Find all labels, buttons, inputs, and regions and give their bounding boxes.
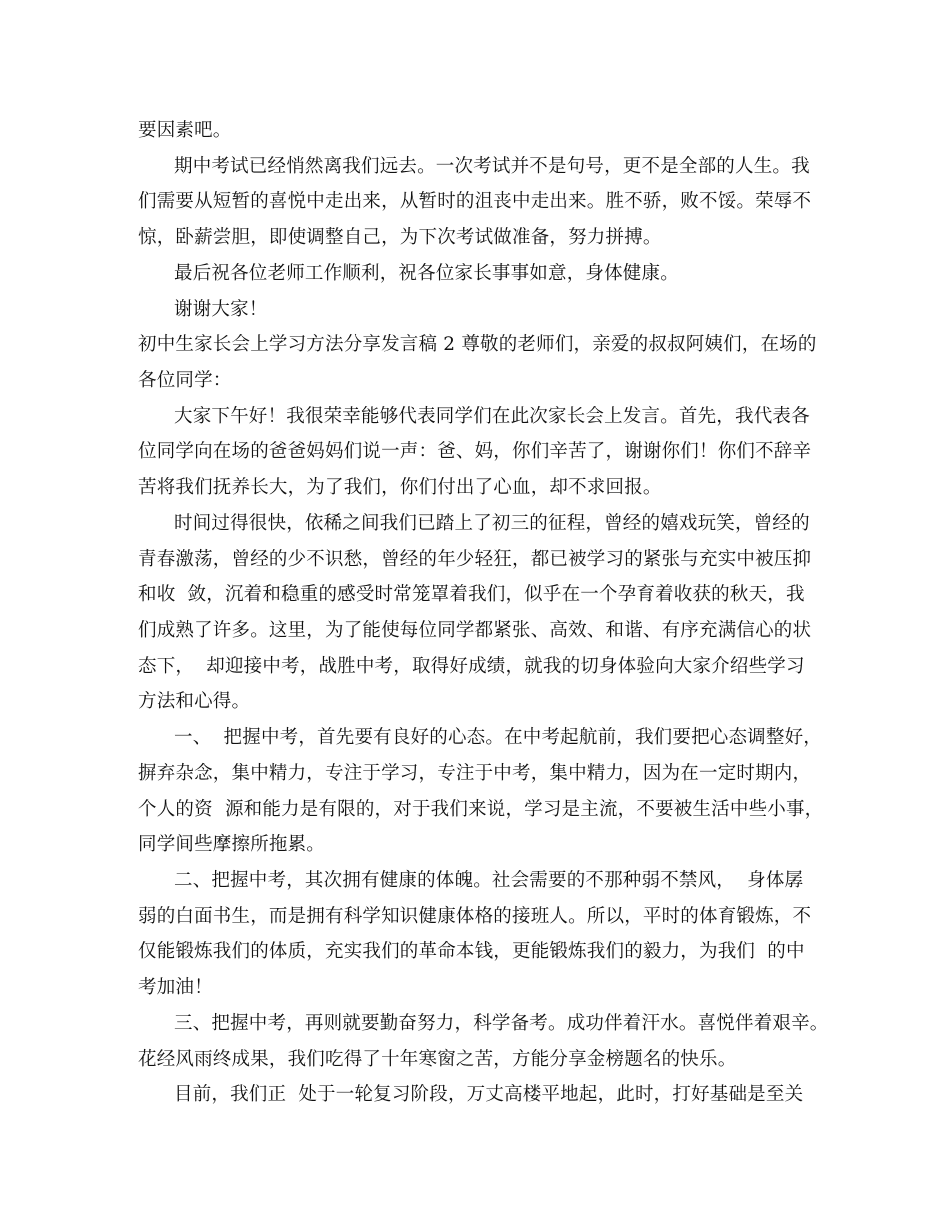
text-line: 青春激荡，曾经的少不识愁，曾经的年少轻狂，都已被学习的紧张与充实中被压抑 xyxy=(138,549,812,570)
text-line: 谢谢大家！ xyxy=(174,299,268,320)
text-line: 苦将我们抚养长大，为了我们，你们付出了心血，却不求回报。 xyxy=(138,477,662,498)
text-line: 初中生家长会上学习方法分享发言稿 2 尊敬的老师们，亲爱的叔叔阿姨们，在场的 xyxy=(138,334,817,355)
text-line: 们成熟了许多。这里，为了能使每位同学都紧张、高效、和谐、有序充满信心的状 xyxy=(138,620,812,641)
text-line: 三、把握中考，再则就要勤奋努力，科学备考。成功伴着汗水。喜悦伴着艰辛。 xyxy=(174,1013,829,1034)
text-line: 最后祝各位老师工作顺利，祝各位家长事事如意，身体健康。 xyxy=(174,263,679,284)
text-line: 目前，我们正 处于一轮复习阶段，万丈高楼平地起，此时，打好基础是至关 xyxy=(174,1084,804,1105)
text-line: 摒弃杂念，集中精力，专注于学习，专注于中考，集中精力，因为在一定时期内， xyxy=(138,763,812,784)
text-line: 和收 敛，沉着和稳重的感受时常笼罩着我们，似乎在一个孕育着收获的秋天，我 xyxy=(138,584,805,605)
text-line: 态下， 却迎接中考，战胜中考，取得好成绩，就我的切身体验向大家介绍些学习 xyxy=(138,656,805,677)
text-line: 仅能锻炼我们的体质，充实我们的革命本钱，更能锻炼我们的毅力，为我们 的中 xyxy=(138,941,805,962)
text-line: 位同学向在场的爸爸妈妈们说一声：爸、妈，你们辛苦了，谢谢你们！你们不辞辛 xyxy=(138,441,812,462)
text-line: 各位同学： xyxy=(138,370,232,391)
text-line: 方法和心得。 xyxy=(138,691,251,712)
text-line: 时间过得很快，依稀之间我们已踏上了初三的征程，曾经的嬉戏玩笑，曾经的 xyxy=(174,513,810,534)
text-line: 要因素吧。 xyxy=(138,120,232,141)
text-line: 同学间些摩擦所拖累。 xyxy=(138,834,326,855)
text-line: 二、把握中考，其次拥有健康的体魄。社会需要的不那种弱不禁风， 身体孱 xyxy=(174,870,804,891)
text-line: 惊，卧薪尝胆，即使调整自己，为下次考试做准备，努力拼搏。 xyxy=(138,227,662,248)
text-line: 期中考试已经悄然离我们远去。一次考试并不是句号，更不是全部的人生。我 xyxy=(174,156,810,177)
text-line: 弱的白面书生，而是拥有科学知识健康体格的接班人。所以，平时的体育锻炼，不 xyxy=(138,906,812,927)
text-line: 们需要从短暂的喜悦中走出来，从暂时的沮丧中走出来。胜不骄，败不馁。荣辱不 xyxy=(138,191,812,212)
text-line: 个人的资 源和能力是有限的，对于我们来说，学习是主流，不要被生活中些小事， xyxy=(138,799,824,820)
text-line: 一、 把握中考，首先要有良好的心态。在中考起航前，我们要把心态调整好， xyxy=(174,727,822,748)
text-line: 花经风雨终成果，我们吃得了十年寒窗之苦，方能分享金榜题名的快乐。 xyxy=(138,1049,737,1070)
text-line: 考加油！ xyxy=(138,977,213,998)
text-line: 大家下午好！我很荣幸能够代表同学们在此次家长会上发言。首先，我代表各 xyxy=(174,406,810,427)
